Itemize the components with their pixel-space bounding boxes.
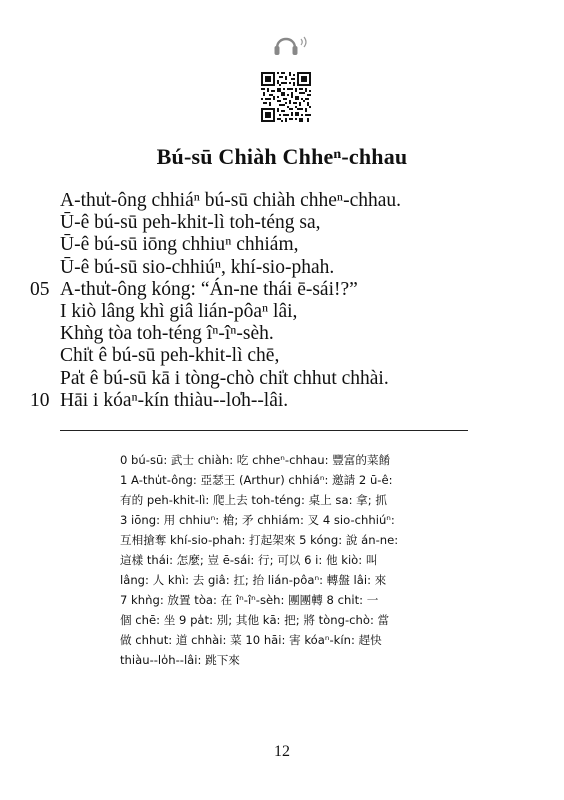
- poem-line-3: [60, 234, 520, 256]
- poem-line-9: [60, 368, 520, 390]
- nasal-mark: ⁿ: [333, 144, 342, 169]
- poem-line-text: A-thu̍t-ông chhiáⁿ bú-sū chiàh chheⁿ-chhau.: [60, 190, 402, 211]
- poem-line-5: [30, 278, 520, 301]
- headphones-icon: [271, 30, 311, 58]
- poem-line-2: [60, 212, 520, 234]
- poem-line-1: [60, 190, 520, 212]
- nasal-mark: ⁿ: [251, 593, 256, 607]
- glossary-line: 有的 peh-khit-lì: 爬上去 toh-téng: 桌上 sa: 拿; 抓: [120, 493, 387, 507]
- poem-line-6: [60, 301, 520, 323]
- nasal-mark: ⁿ: [225, 234, 232, 256]
- nasal-mark: ⁿ: [319, 473, 325, 487]
- glossary: [120, 450, 500, 670]
- glossary-line: 7 khǹg: 放置 tòa: 在 îⁿ-îⁿ-sèh: 團團轉 8 chi̍t: 一: [120, 593, 379, 607]
- glossary-line: lâng: 人 khì: 去 giâ: 扛; 抬 lián-pôaⁿ: 轉盤 lâi: 來: [120, 573, 387, 587]
- nasal-mark: ⁿ: [280, 453, 285, 467]
- glossary-line: 1 A-thu̍t-ông: 亞瑟王 (Arthur) chhiáⁿ: 邀請 2 ū-ê:: [120, 473, 393, 487]
- poem-line-text: Hāi i kóaⁿ-kín thiàu--lo̍h--lâi.: [60, 389, 289, 411]
- nasal-mark: ⁿ: [324, 633, 330, 647]
- nasal-mark: ⁿ: [239, 593, 244, 607]
- nasal-mark: ⁿ: [230, 323, 237, 345]
- poem-line-8: [60, 345, 520, 367]
- poem: [30, 190, 520, 412]
- glossary-line: 0 bú-sū: 武士 chiàh: 吃 chheⁿ-chhau: 豐富的菜餚: [120, 453, 391, 467]
- poem-line-4: [60, 257, 520, 279]
- poem-line-text: I kiò lâng khì giâ lián-pôaⁿ lâi,: [60, 301, 298, 323]
- poem-line-text: Ū-ê bú-sū sio-chhiúⁿ, khí-sio-phah.: [60, 256, 335, 278]
- page-title: Bú-sū Chiàh Chheⁿ-chhau: [156, 144, 408, 169]
- poem-line-text: Khǹg tòa toh-téng îⁿ-îⁿ-sèh.: [60, 323, 274, 345]
- poem-line-7: [60, 323, 520, 345]
- poem-line-text: Pa̍t ê bú-sū kā i tòng-chò chi̍t chhut chhài.: [60, 367, 389, 389]
- page-number: 12: [274, 743, 290, 760]
- glossary-line: 做 chhut: 道 chhài: 菜 10 hāi: 害 kóaⁿ-kín: 趕快: [120, 633, 382, 647]
- nasal-mark: ⁿ: [262, 301, 269, 323]
- nasal-mark: ⁿ: [131, 389, 138, 411]
- nasal-mark: ⁿ: [336, 190, 344, 211]
- divider: [60, 430, 468, 431]
- line-number: 10: [30, 389, 50, 411]
- nasal-mark: ⁿ: [210, 513, 216, 527]
- line-number: 05: [30, 278, 50, 300]
- glossary-line: 個 chē: 坐 9 pa̍t: 別; 其他 kā: 把; 將 tòng-chò: 當: [120, 613, 390, 627]
- nasal-mark: ⁿ: [212, 323, 219, 345]
- glossary-line: 3 iōng: 用 chhiuⁿ: 槍; 矛 chhiám: 叉 4 sio-chhiúⁿ:: [120, 513, 395, 527]
- poem-line-text: Ū-ê bú-sū peh-khit-lì toh-téng sa,: [60, 212, 321, 234]
- poem-line-text: A-thu̍t-ông kóng: “Án-ne thái ē-sái!?”: [60, 278, 358, 300]
- poem-line-10: [30, 389, 520, 412]
- nasal-mark: ⁿ: [386, 513, 391, 527]
- poem-line-text: Chi̍t ê bú-sū peh-khit-lì chē,: [60, 345, 280, 367]
- nasal-mark: ⁿ: [193, 190, 200, 211]
- glossary-line: 互相搶奪 khí-sio-phah: 打起架來 5 kóng: 說 án-ne:: [120, 533, 399, 547]
- nasal-mark: ⁿ: [214, 256, 222, 278]
- poem-line-text: Ū-ê bú-sū iōng chhiuⁿ chhiám,: [60, 234, 299, 256]
- qr-code-icon[interactable]: [261, 72, 311, 122]
- glossary-line: 這樣 thái: 怎麼; 豈 ē-sái: 行; 可以 6 i: 他 kiò: 叫: [120, 553, 378, 567]
- glossary-line: thiàu--lo̍h--lâi: 跳下來: [120, 653, 240, 667]
- nasal-mark: ⁿ: [314, 573, 320, 587]
